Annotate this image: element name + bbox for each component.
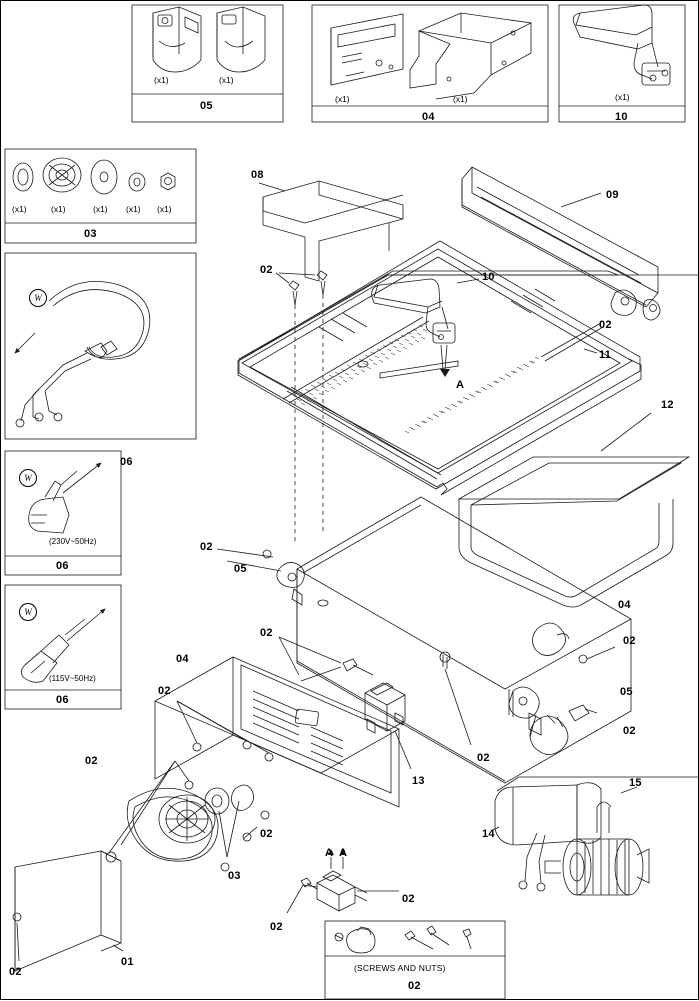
qty-04-left: (x1) — [335, 94, 350, 104]
box-label-05: 05 — [200, 100, 213, 112]
callout-04-a: 04 — [618, 599, 631, 611]
diagram-artwork — [1, 1, 699, 1001]
w-mark-115 — [19, 603, 37, 621]
w-mark-230 — [19, 469, 37, 487]
qty-03-1: (x1) — [12, 204, 27, 214]
callout-02-g: 02 — [623, 725, 636, 737]
w-mark-text-115: W — [24, 607, 32, 617]
callout-11: 11 — [599, 349, 612, 361]
qty-03-2: (x1) — [51, 204, 66, 214]
callout-09: 09 — [606, 189, 619, 201]
w-mark-text-230: W — [24, 473, 32, 483]
callout-02-c: 02 — [200, 541, 213, 553]
callout-02-d: 02 — [260, 627, 273, 639]
voltage-230-label: (230V~50Hz) — [49, 537, 97, 546]
voltage-115-label: (115V~50Hz) — [49, 674, 96, 683]
qty-04-right: (x1) — [453, 94, 468, 104]
callout-12: 12 — [661, 399, 674, 411]
callout-02-f: 02 — [158, 685, 171, 697]
callout-04-b: 04 — [176, 653, 189, 665]
qty-03-4: (x1) — [126, 204, 141, 214]
callout-02-e: 02 — [623, 635, 636, 647]
qty-05-right: (x1) — [219, 75, 234, 85]
section-letter-a-left: A — [325, 847, 334, 859]
box-label-06-230: 06 — [56, 560, 69, 572]
callout-02-k: 02 — [402, 893, 415, 905]
w-mark-text: W — [34, 293, 42, 303]
callout-15: 15 — [629, 777, 642, 789]
callout-02-h: 02 — [477, 752, 490, 764]
callout-02-l: 02 — [270, 921, 283, 933]
qty-03-3: (x1) — [93, 204, 108, 214]
callout-02-b: 02 — [599, 319, 612, 331]
box-label-06-cord: 06 — [120, 456, 133, 468]
box-label-03: 03 — [84, 228, 97, 240]
box-label-02-screws: 02 — [408, 980, 421, 992]
section-letter-a-right: A — [339, 847, 348, 859]
callout-10: 10 — [482, 271, 495, 283]
callout-02-a: 02 — [260, 264, 273, 276]
qty-05-left: (x1) — [154, 75, 169, 85]
box-label-04: 04 — [422, 111, 435, 123]
qty-10: (x1) — [615, 92, 630, 102]
section-letter-a-table: A — [456, 379, 465, 391]
box-label-06-115: 06 — [56, 694, 69, 706]
w-mark-cord — [29, 289, 47, 307]
callout-13: 13 — [412, 775, 425, 787]
callout-02-m: 02 — [9, 966, 22, 978]
callout-02-i: 02 — [85, 755, 98, 767]
callout-05-a: 05 — [234, 563, 247, 575]
callout-01: 01 — [121, 956, 134, 968]
screws-nuts-caption: (SCREWS AND NUTS) — [354, 963, 446, 973]
qty-03-5: (x1) — [157, 204, 172, 214]
callout-03: 03 — [228, 870, 241, 882]
callout-05-b: 05 — [620, 686, 633, 698]
callout-02-j: 02 — [260, 828, 273, 840]
box-label-10: 10 — [615, 111, 628, 123]
callout-14: 14 — [482, 828, 495, 840]
callout-08: 08 — [251, 169, 264, 181]
